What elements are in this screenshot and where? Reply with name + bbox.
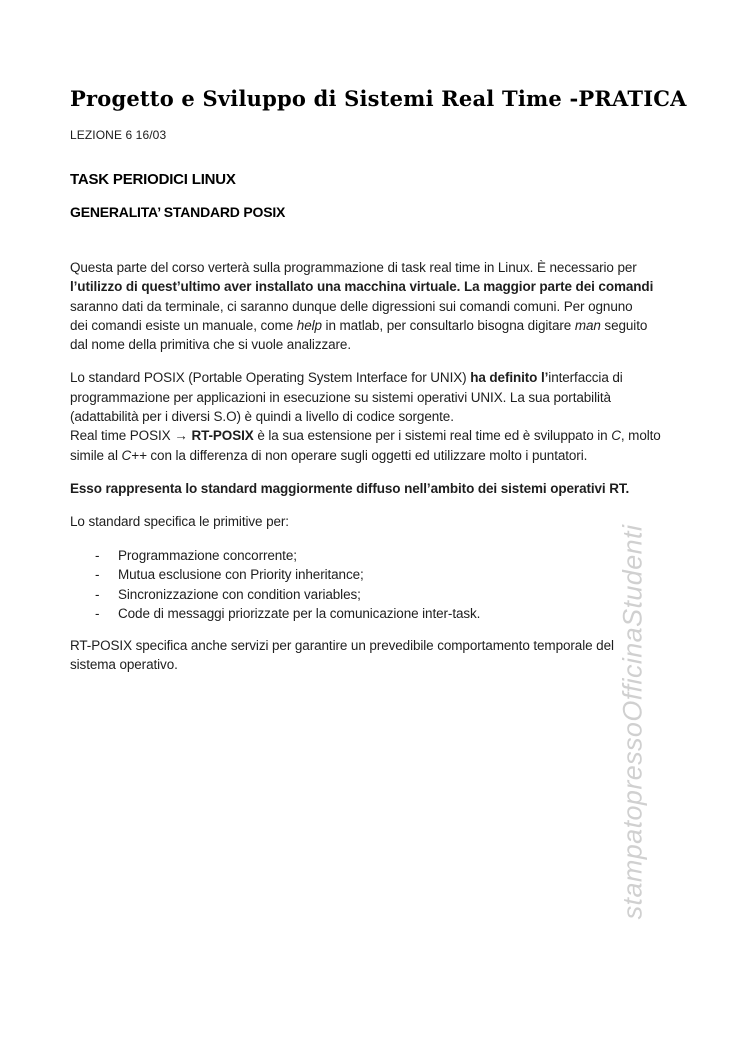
list-item	[70, 565, 674, 585]
list-item-text: Mutua esclusione con Priority inheritance;	[118, 567, 364, 583]
text-run: in matlab, per consultarlo bisogna digitare	[321, 317, 575, 333]
text-run: C++	[121, 447, 147, 463]
list-item-text: Code di messaggi priorizzate per la comunicazione inter-task.	[118, 606, 481, 622]
text-run: l’utilizzo di quest’ultimo aver installato una macchina virtuale. La maggior parte dei comandi	[70, 279, 654, 295]
paragraph-2	[70, 368, 674, 464]
text-run: interfaccia di	[548, 370, 623, 386]
text-line	[70, 655, 674, 674]
text-line	[70, 316, 674, 335]
text-run: Lo standard POSIX (Portable Operating System Interface for UNIX)	[70, 370, 471, 386]
section-heading-task-periodici-linux: TASK PERIODICI LINUX	[70, 171, 236, 188]
list-item	[70, 585, 674, 605]
list-bullet: -	[95, 567, 100, 583]
text-run: (adattabilità per i diversi S.O) è quindi a livello di codice sorgente.	[70, 409, 454, 425]
text-line	[70, 407, 674, 426]
list-item-text: Sincronizzazione con condition variables;	[118, 586, 361, 602]
text-line	[70, 277, 674, 296]
paragraph-4	[70, 512, 674, 531]
text-run: , molto	[620, 428, 661, 444]
text-run: dal nome della primitiva che si vuole analizzare.	[70, 337, 351, 353]
text-line	[70, 258, 674, 277]
paragraph-6	[70, 636, 674, 675]
text-line	[70, 335, 674, 354]
document-body	[70, 258, 674, 674]
text-line	[70, 388, 674, 407]
list-bullet: -	[95, 606, 100, 622]
list-bullet: -	[95, 586, 100, 602]
text-run: è la sua estensione per i sistemi real time ed è sviluppato in	[253, 428, 612, 444]
text-run: man	[574, 317, 601, 333]
text-line	[70, 479, 674, 498]
text-run: sistema operativo.	[70, 656, 178, 672]
text-line	[70, 297, 674, 316]
text-line	[70, 426, 674, 445]
text-line	[70, 368, 674, 387]
bulleted-list	[70, 546, 674, 624]
lesson-subtitle: LEZIONE 6 16/03	[70, 128, 167, 142]
text-run: C	[611, 428, 621, 444]
text-run: Real time POSIX	[70, 428, 175, 444]
text-run: Lo standard specifica le primitive per:	[70, 514, 289, 530]
paragraph-3	[70, 479, 674, 498]
watermark-text: stampatopressoOfficinaStudenti	[617, 524, 648, 920]
text-line	[70, 636, 674, 655]
text-run: Esso rappresenta lo standard maggiormente diffuso nell’ambito dei sistemi operativi RT.	[70, 480, 630, 496]
text-run: simile al	[70, 447, 122, 463]
text-run: programmazione per applicazioni in esecuzione su sistemi operativi UNIX. La sua portabilità	[70, 389, 611, 405]
list-item	[70, 604, 674, 624]
text-run: RT-POSIX	[191, 428, 254, 444]
paragraph-1	[70, 258, 674, 354]
text-run: help	[296, 317, 322, 333]
content-column	[70, 0, 687, 688]
text-line	[70, 446, 674, 465]
text-line	[70, 512, 674, 531]
list-bullet: -	[95, 547, 100, 563]
text-run: seguito	[600, 317, 648, 333]
text-run: saranno dati da terminale, ci saranno dunque delle digressioni sui comandi comuni. Per ognuno	[70, 298, 633, 314]
list-item-text: Programmazione concorrente;	[118, 547, 297, 563]
page-title: Progetto e Sviluppo di Sistemi Real Time -PRATICA	[70, 86, 687, 111]
text-run: ha definito l’	[470, 370, 549, 386]
subsection-heading-generalita-standard-posix: GENERALITA’ STANDARD POSIX	[70, 204, 286, 220]
arrow-icon: →	[174, 428, 192, 444]
text-run: con la differenza di non operare sugli oggetti ed utilizzare molto i puntatori.	[146, 447, 588, 463]
text-run: dei comandi esiste un manuale, come	[70, 317, 297, 333]
text-run: Questa parte del corso verterà sulla programmazione di task real time in Linux. È necessario per	[70, 260, 637, 275]
list-item	[70, 546, 674, 566]
text-run: RT-POSIX specifica anche servizi per garantire un prevedibile comportamento temporale del	[70, 637, 614, 653]
